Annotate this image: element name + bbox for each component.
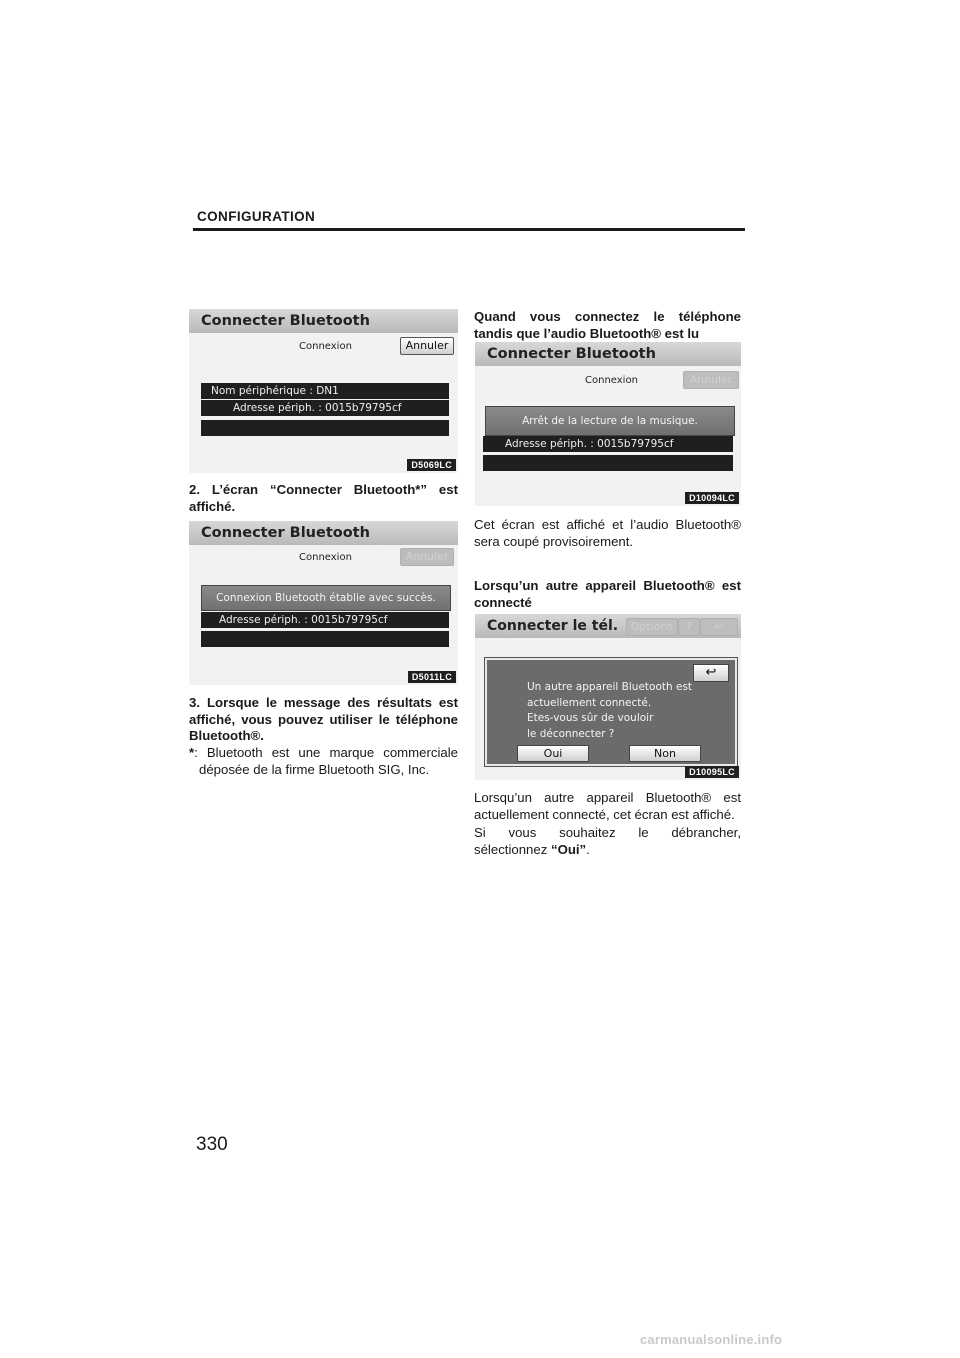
screen-title: Connecter Bluetooth: [189, 521, 458, 545]
screen-connect-bluetooth-3: [475, 342, 741, 506]
paragraph-select-yes: [474, 825, 741, 858]
dialog-back-button[interactable]: [693, 664, 729, 682]
instruction-text: Si vous souhaitez le débrancher, sélectionnez: [474, 825, 741, 857]
step-number: 2.: [189, 482, 200, 497]
dialog-line: actuellement connecté.: [527, 696, 652, 709]
cancel-button[interactable]: Annuler: [400, 548, 454, 566]
help-button[interactable]: ?: [678, 618, 700, 636]
dialog-line: le déconnecter ?: [527, 727, 615, 740]
step-number: 3.: [189, 695, 200, 710]
footnote-marker: *: [189, 745, 195, 760]
empty-bar: [483, 455, 733, 471]
device-address-bar: Adresse périph. : 0015b79795cf: [483, 436, 733, 452]
music-stop-message: Arrêt de la lecture de la musique.: [485, 406, 735, 436]
connection-status: Connexion: [585, 375, 638, 386]
device-address-bar: Adresse périph. : 0015b79795cf: [201, 400, 449, 416]
watermark: carmanualsonline.info: [640, 1332, 783, 1347]
footnote-text: : Bluetooth est une marque commerciale déposée de la firme Bluetooth SIG, Inc.: [194, 745, 458, 777]
figure-code: D5069LC: [407, 459, 456, 471]
section-title: CONFIGURATION: [197, 209, 316, 224]
figure-code: D10094LC: [685, 492, 739, 504]
paragraph-audio-cut: Cet écran est affiché et l’audio Bluetooth® sera coupé provisoirement.: [474, 517, 741, 549]
footnote: [189, 745, 458, 778]
yes-button[interactable]: Oui: [517, 745, 589, 762]
cancel-button[interactable]: Annuler: [683, 371, 739, 389]
back-arrow-icon: ↩: [714, 620, 724, 633]
back-button[interactable]: [700, 618, 738, 636]
heading-audio-playing: Quand vous connectez le téléphone tandis que l’audio Bluetooth® est lu: [474, 309, 741, 341]
empty-bar: [201, 631, 449, 647]
connection-status: Connexion: [299, 552, 352, 563]
step-text: L’écran “Connecter Bluetooth*” est affiché.: [189, 482, 458, 514]
back-arrow-icon: ↩: [705, 665, 717, 680]
figure-code: D5011LC: [408, 671, 456, 683]
options-button[interactable]: Options: [626, 618, 678, 636]
empty-bar: [201, 420, 449, 436]
figure-code: D10095LC: [685, 766, 739, 778]
instruction-end: .: [586, 841, 590, 857]
dialog-line: Etes-vous sûr de vouloir: [527, 712, 654, 724]
success-message: Connexion Bluetooth établie avec succès.: [201, 585, 451, 611]
cancel-button[interactable]: Annuler: [400, 337, 454, 355]
page-number: 330: [196, 1134, 228, 1155]
screen-connect-bluetooth-1: [189, 309, 458, 473]
heading-other-device: Lorsqu’un autre appareil Bluetooth® est connecté: [474, 578, 741, 610]
option-yes-label: “Oui”: [550, 841, 587, 857]
dialog-line: Un autre appareil Bluetooth est: [527, 681, 693, 693]
connection-status: Connexion: [299, 341, 352, 352]
header-rule: [193, 228, 745, 231]
step-2: [189, 482, 458, 515]
screen-connect-bluetooth-2: [189, 521, 458, 685]
screen-connect-phone: [475, 614, 741, 780]
step-text: Lorsque le message des résultats est affiché, vous pouvez utiliser le téléphone Bluetooth®.: [189, 695, 458, 743]
screen-title: Connecter le tél.: [475, 614, 741, 638]
device-name-bar: Nom périphérique : DN1: [201, 383, 449, 399]
screen-title: Connecter Bluetooth: [475, 342, 741, 366]
step-3: [189, 695, 458, 745]
screen-title: Connecter Bluetooth: [189, 309, 458, 333]
no-button[interactable]: Non: [629, 745, 701, 762]
paragraph-other-device: Lorsqu’un autre appareil Bluetooth® est actuellement connecté, cet écran est affiché.: [474, 790, 741, 822]
device-address-bar: Adresse périph. : 0015b79795cf: [201, 612, 449, 628]
confirm-disconnect-dialog: [485, 658, 737, 766]
